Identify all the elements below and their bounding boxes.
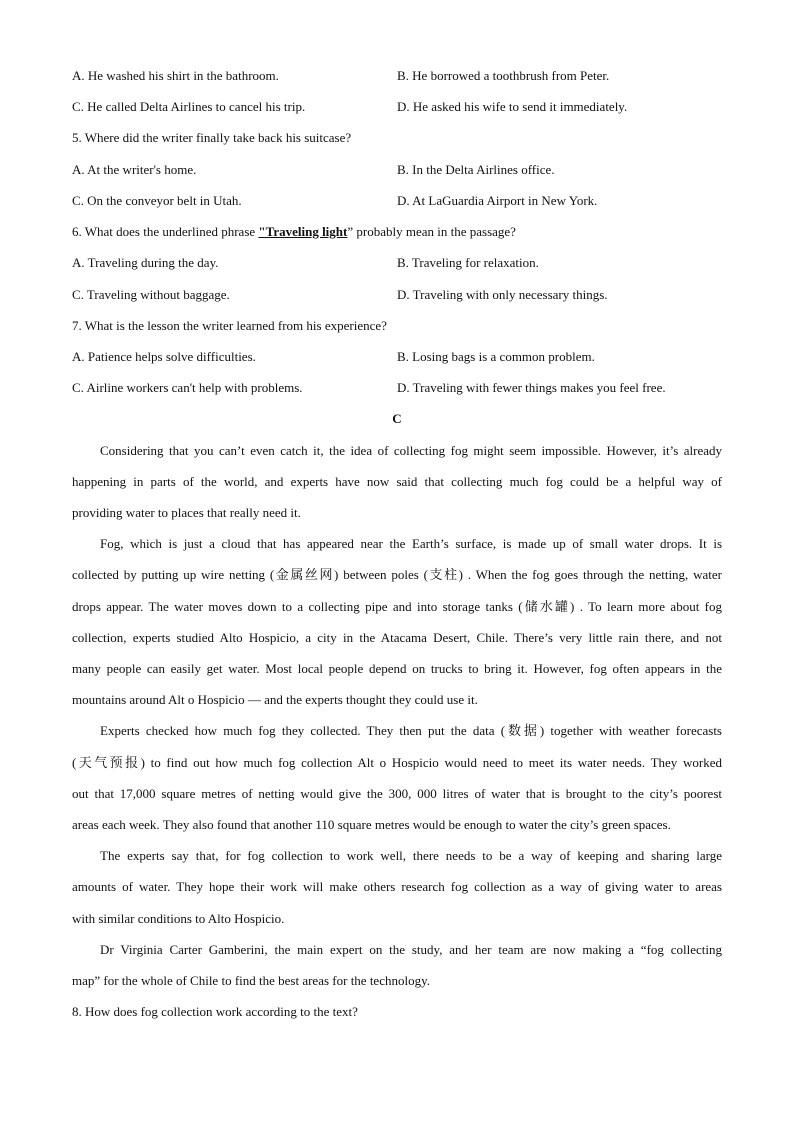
paragraph-1-line-3: providing water to places that really need it. — [72, 505, 301, 520]
paragraph-1-line-1: Considering that you can’t even catch it, the idea of collecting fog might seem impossible. However, it’s already — [100, 443, 722, 458]
paragraph-2-line-4: collection, experts studied Alto Hospicio, a city in the Atacama Desert, Chile. There’s very little rain there, and not — [72, 630, 722, 645]
q6-option-b: B. Traveling for relaxation. — [397, 255, 539, 270]
q6-question — [72, 224, 722, 240]
q7-option-a: A. Patience helps solve difficulties. — [72, 349, 256, 364]
paragraph-2-line-6: mountains around Alt o Hospicio — and the experts thought they could use it. — [72, 692, 478, 707]
q5-option-a: A. At the writer's home. — [72, 162, 197, 177]
q5-question: 5. Where did the writer finally take back his suitcase? — [72, 130, 352, 145]
q6-option-c: C. Traveling without baggage. — [72, 287, 230, 302]
q5-option-b: B. In the Delta Airlines office. — [397, 162, 555, 177]
paragraph-2-line-3: drops appear. The water moves down to a collecting pipe and into storage tanks (储水罐) . To learn more about fog — [72, 599, 722, 614]
paragraph-3-line-1: Experts checked how much fog they collected. They then put the data (数据) together with weather forecasts — [100, 723, 722, 738]
section-title: C — [392, 411, 402, 426]
paragraph-3-line-4: areas each week. They also found that another 110 square metres would be enough to water the city’s green spaces. — [72, 817, 671, 832]
paragraph-4-line-3: with similar conditions to Alto Hospicio. — [72, 911, 285, 926]
q4-option-a: A. He washed his shirt in the bathroom. — [72, 68, 279, 83]
q7-question: 7. What is the lesson the writer learned from his experience? — [72, 318, 387, 333]
paragraph-3-line-2: (天气预报) to find out how much fog collection Alt o Hospicio would need to meet its water needs. They worked — [72, 755, 722, 770]
paragraph-2-line-2: collected by putting up wire netting (金属丝网) between poles (支柱) . When the fog goes through the netting, water — [72, 567, 722, 582]
q4-option-c: C. He called Delta Airlines to cancel his trip. — [72, 99, 306, 114]
paragraph-4-line-1: The experts say that, for fog collection to work well, there needs to be a way of keeping and sharing large — [100, 848, 722, 863]
q5-option-c: C. On the conveyor belt in Utah. — [72, 193, 242, 208]
q7-option-c: C. Airline workers can't help with problems. — [72, 380, 303, 395]
q8-question: 8. How does fog collection work according to the text? — [72, 1004, 358, 1019]
paragraph-2-line-5: many people can easily get water. Most local people depend on trucks to bring it. However, fog often appears in the — [72, 661, 722, 676]
q7-option-b: B. Losing bags is a common problem. — [397, 349, 595, 364]
paragraph-3-line-3: out that 17,000 square metres of netting would give the 300, 000 litres of water that is brought to the city’s poorest — [72, 786, 722, 801]
paragraph-4-line-2: amounts of water. They hope their work will make others research fog collection as a way of giving water to areas — [72, 879, 722, 894]
q6-underlined-phrase: "Traveling light — [258, 224, 348, 239]
paragraph-2-line-1: Fog, which is just a cloud that has appeared near the Earth’s surface, is made up of small water drops. It is — [100, 536, 722, 551]
q4-option-b: B. He borrowed a toothbrush from Peter. — [397, 68, 610, 83]
paragraph-5-line-2: map” for the whole of Chile to find the best areas for the technology. — [72, 973, 430, 988]
paragraph-5-line-1: Dr Virginia Carter Gamberini, the main expert on the study, and her team are now making a “fog collecting — [100, 942, 722, 957]
q6-question-prefix: 6. What does the underlined phrase — [72, 224, 259, 239]
q7-option-d: D. Traveling with fewer things makes you feel free. — [397, 380, 666, 395]
paragraph-1-line-2: happening in parts of the world, and experts have now said that collecting much fog could be a helpful way of — [72, 474, 722, 489]
q6-option-d: D. Traveling with only necessary things. — [397, 287, 608, 302]
q6-question-suffix: ” probably mean in the passage? — [347, 224, 516, 239]
q5-option-d: D. At LaGuardia Airport in New York. — [397, 193, 598, 208]
q4-option-d: D. He asked his wife to send it immediately. — [397, 99, 628, 114]
q6-option-a: A. Traveling during the day. — [72, 255, 219, 270]
